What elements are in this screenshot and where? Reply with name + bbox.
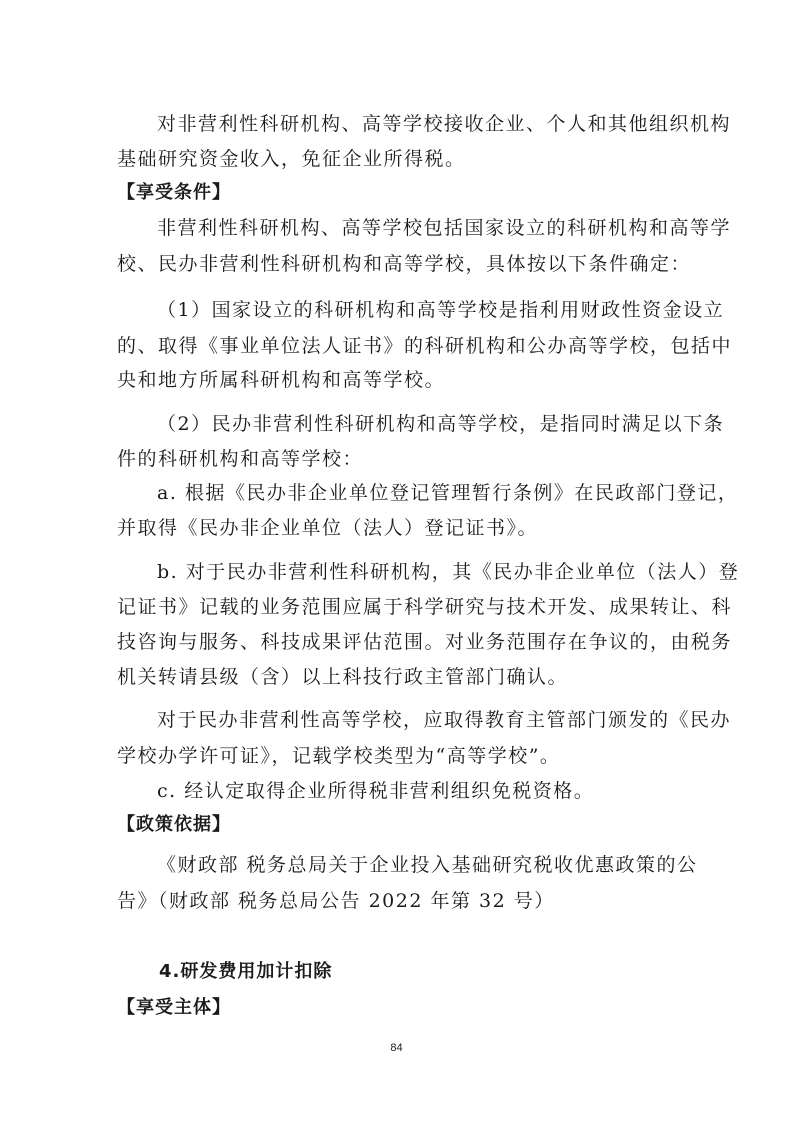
subject-heading: 【享受主体】 (117, 997, 231, 1018)
page-number: 84 (390, 1042, 403, 1054)
policy-heading: 【政策依据】 (117, 814, 231, 835)
item2-line-2: 件的科研机构和高等学校： (117, 448, 364, 470)
item-b-line-2: 记证书》记载的业务范围应属于科学研究与技术开发、成果转让、科 (117, 596, 733, 618)
section-4-heading: 4.研发费用加计扣除 (159, 961, 333, 982)
policy-line-2: 告》（财政部 税务总局公告 2022 年第 32 号） (117, 890, 555, 912)
item-b-line-4: 机关转请县级（含）以上科技行政主管部门确认。 (117, 666, 569, 688)
item1-line-2: 的、取得《事业单位法人证书》的科研机构和公办高等学校，包括中 (117, 335, 733, 357)
item-a-line-1: a. 根据《民办非企业单位登记管理暂行条例》在民政部门登记， (157, 482, 739, 504)
item-a-line-2: 并取得《民办非企业单位（法人）登记证书》。 (117, 517, 539, 539)
conditions-line-1: 非营利性科研机构、高等学校包括国家设立的科研机构和高等学 (157, 217, 732, 239)
item1-line-3: 央和地方所属科研机构和高等学校。 (117, 369, 446, 391)
school-line-2: 学校办学许可证》，记载学校类型为“高等学校”。 (117, 745, 561, 767)
policy-line-1: 《财政部 税务总局关于企业投入基础研究税收优惠政策的公 (157, 854, 698, 876)
item2-line-1: （2）民办非营利性科研机构和高等学校，是指同时满足以下条 (157, 413, 725, 435)
school-line-1: 对于民办非营利性高等学校，应取得教育主管部门颁发的《民办 (157, 709, 732, 731)
intro-line-1: 对非营利性科研机构、高等学校接收企业、个人和其他组织机构 (157, 113, 732, 135)
item-b-line-3: 技咨询与服务、科技成果评估范围。对业务范围存在争议的，由税务 (117, 631, 733, 653)
item-b-line-1: b. 对于民办非营利性科研机构，其《民办非企业单位（法人）登 (157, 561, 740, 583)
conditions-line-2: 校、民办非营利性科研机构和高等学校，具体按以下条件确定： (117, 253, 692, 275)
item-c-line-1: c. 经认定取得企业所得税非营利组织免税资格。 (157, 780, 595, 802)
conditions-heading: 【享受条件】 (117, 182, 231, 203)
item1-line-1: （1）国家设立的科研机构和高等学校是指利用财政性资金设立 (157, 299, 725, 321)
intro-line-2: 基础研究资金收入，免征企业所得税。 (117, 148, 466, 170)
